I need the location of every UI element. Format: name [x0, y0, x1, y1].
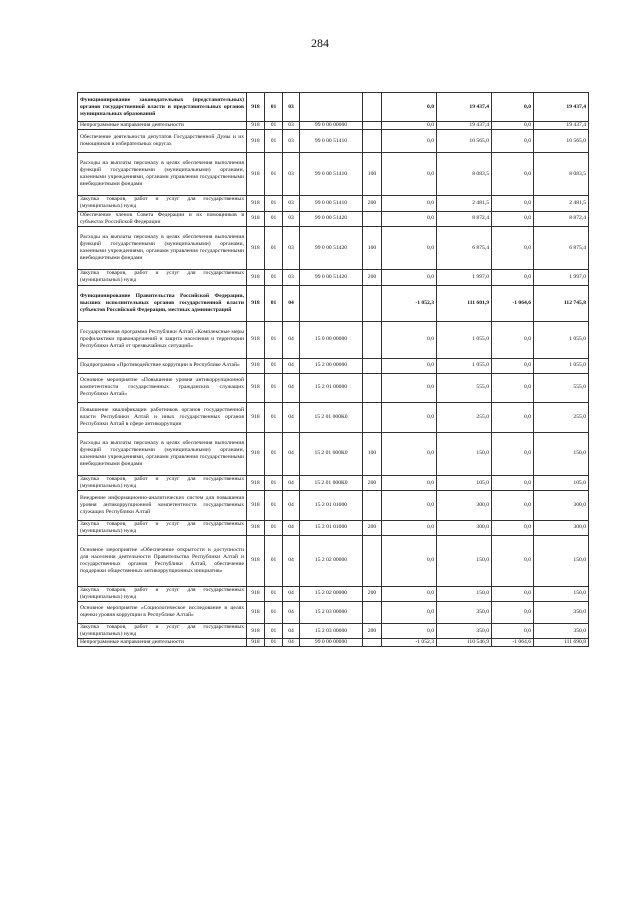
- expense-type-code: [363, 535, 382, 586]
- expense-type-code: [363, 93, 382, 122]
- amount-change-2: 0,0: [492, 152, 534, 196]
- amount-change-2: 0,0: [492, 403, 534, 432]
- row-name: Закупка товаров, работ и услуг для государственных (муниципальных) нужд: [78, 476, 247, 491]
- subsection-code: 03: [283, 270, 300, 285]
- table-row: [78, 624, 589, 639]
- subsection-code: 04: [283, 403, 300, 432]
- target-article-code: 99 0 00 00000: [300, 639, 363, 647]
- section-code: 01: [265, 270, 283, 285]
- amount-change-2: 0,0: [492, 130, 534, 152]
- table-row: [78, 520, 589, 535]
- amount-plan: 555,0: [437, 373, 492, 402]
- subsection-code: 03: [283, 152, 300, 196]
- amount-plan: 6 875,4: [437, 226, 492, 270]
- amount-change: 0,0: [382, 601, 437, 623]
- subsection-code: 04: [283, 535, 300, 586]
- amount-total: 8 083,5: [534, 152, 589, 196]
- section-code: 01: [265, 403, 283, 432]
- section-code: 01: [265, 196, 283, 211]
- row-name: Основное мероприятие «Повышение уровня антикоррупционной компетентности государственных гражданских служащих Республики Алтай»: [78, 373, 247, 402]
- target-article-code: 15 2 02 00000: [300, 535, 363, 586]
- target-article-code: 99 0 00 51410: [300, 130, 363, 152]
- amount-change: 0,0: [382, 226, 437, 270]
- table-row: [78, 491, 589, 520]
- amount-total: 111 690,8: [534, 639, 589, 647]
- amount-change-2: 0,0: [492, 520, 534, 535]
- amount-plan: 8 872,4: [437, 211, 492, 226]
- grbs-code: 918: [247, 270, 265, 285]
- expense-type-code: 100: [363, 226, 382, 270]
- subsection-code: 04: [283, 624, 300, 639]
- row-name: Закупка товаров, работ и услуг для государственных (муниципальных) нужд: [78, 196, 247, 211]
- expense-type-code: 200: [363, 520, 382, 535]
- grbs-code: 918: [247, 491, 265, 520]
- subsection-code: 04: [283, 373, 300, 402]
- amount-change: 0,0: [382, 322, 437, 359]
- row-name: Внедрение информационно-аналитических систем для повышения уровня антикоррупционной компетентности государственных служащих Республики Алтай: [78, 491, 247, 520]
- subsection-code: 04: [283, 601, 300, 623]
- amount-total: 8 872,4: [534, 211, 589, 226]
- amount-total: 350,0: [534, 601, 589, 623]
- amount-total: 1 055,0: [534, 322, 589, 359]
- row-name: Закупка товаров, работ и услуг для государственных (муниципальных) нужд: [78, 520, 247, 535]
- amount-change-2: 0,0: [492, 432, 534, 476]
- amount-plan: 150,0: [437, 586, 492, 601]
- amount-change-2: 0,0: [492, 122, 534, 130]
- subsection-code: 03: [283, 93, 300, 122]
- expense-type-code: 200: [363, 624, 382, 639]
- expense-type-code: 200: [363, 586, 382, 601]
- amount-change: 0,0: [382, 196, 437, 211]
- row-name: Государственная программа Республики Алтай «Комплексные меры профилактики правонарушений и защита населения и территории Республики Алтай от чрезвычайных ситуаций»: [78, 322, 247, 359]
- subsection-code: 03: [283, 211, 300, 226]
- amount-change: 0,0: [382, 476, 437, 491]
- amount-total: 2 481,5: [534, 196, 589, 211]
- target-article-code: 99 0 00 51420: [300, 226, 363, 270]
- section-code: 01: [265, 624, 283, 639]
- section-code: 01: [265, 152, 283, 196]
- amount-total: 150,0: [534, 432, 589, 476]
- section-code: 01: [265, 535, 283, 586]
- section-code: 01: [265, 358, 283, 373]
- amount-change-2: 0,0: [492, 373, 534, 402]
- amount-change-2: 0,0: [492, 93, 534, 122]
- row-name: Расходы на выплаты персоналу в целях обеспечения выполнения функций государственными (муниципальными) органами, казенными учреждениями, органами управления государственными внебюджетными фондами: [78, 226, 247, 270]
- amount-total: 19 437,4: [534, 122, 589, 130]
- section-code: 01: [265, 93, 283, 122]
- row-name: Обеспечение членов Совета Федерации и их помощников в субъектах Российской Федерации: [78, 211, 247, 226]
- amount-total: 1 997,0: [534, 270, 589, 285]
- expense-type-code: [363, 403, 382, 432]
- section-code: 01: [265, 432, 283, 476]
- row-name: Основное мероприятие «Социологическое исследование в целях оценки уровня коррупции в Республике Алтай»: [78, 601, 247, 623]
- amount-plan: 1 997,0: [437, 270, 492, 285]
- row-name: Непрограммные направления деятельности: [78, 122, 247, 130]
- amount-change-2: 0,0: [492, 270, 534, 285]
- expense-type-code: [363, 358, 382, 373]
- amount-change-2: -1 064,6: [492, 639, 534, 647]
- amount-total: 255,0: [534, 403, 589, 432]
- target-article-code: 99 0 00 00000: [300, 122, 363, 130]
- amount-change: 0,0: [382, 358, 437, 373]
- target-article-code: 99 0 00 51410: [300, 152, 363, 196]
- target-article-code: 15 2 03 00000: [300, 601, 363, 623]
- subsection-code: 04: [283, 491, 300, 520]
- grbs-code: 918: [247, 373, 265, 402]
- amount-change: -1 052,3: [382, 285, 437, 322]
- table-row: [78, 226, 589, 270]
- grbs-code: 918: [247, 358, 265, 373]
- amount-total: 300,0: [534, 520, 589, 535]
- row-name: Закупка товаров, работ и услуг для государственных (муниципальных) нужд: [78, 270, 247, 285]
- row-name: Расходы на выплаты персоналу в целях обеспечения выполнения функций государственными (муниципальными) органами, казенными учреждениями, органами управления государственными внебюджетными фондами: [78, 152, 247, 196]
- expense-type-code: 200: [363, 476, 382, 491]
- amount-total: 350,0: [534, 624, 589, 639]
- subsection-code: 04: [283, 358, 300, 373]
- subsection-code: 03: [283, 196, 300, 211]
- section-code: 01: [265, 122, 283, 130]
- section-code: 01: [265, 520, 283, 535]
- table-row: [78, 211, 589, 226]
- row-name: Повышение квалификации работников органов государственной власти Республики Алтай и иных государственных органов Республики Алтай в сфере антикоррупции: [78, 403, 247, 432]
- row-name: Подпрограмма «Противодействие коррупции в Республике Алтай»: [78, 358, 247, 373]
- row-name: Функционирование законодательных (представительных) органов государственной власти и представительных органов муниципальных образований: [78, 93, 247, 122]
- amount-plan: 105,0: [437, 476, 492, 491]
- amount-change: 0,0: [382, 520, 437, 535]
- expense-type-code: 200: [363, 270, 382, 285]
- amount-change-2: 0,0: [492, 226, 534, 270]
- target-article-code: 99 0 00 51420: [300, 270, 363, 285]
- amount-total: 19 437,4: [534, 93, 589, 122]
- row-name: Основное мероприятие «Обеспечение открытости и доступности для населения деятельности Правительства Республики Алтай и государственных органов Республики Алтай, обеспечение поддержки общественных антикоррупционных инициатив»: [78, 535, 247, 586]
- amount-change: 0,0: [382, 93, 437, 122]
- expense-type-code: [363, 639, 382, 647]
- amount-total: 150,0: [534, 535, 589, 586]
- expense-type-code: [363, 130, 382, 152]
- amount-change: 0,0: [382, 122, 437, 130]
- amount-plan: 350,0: [437, 624, 492, 639]
- target-article-code: [300, 93, 363, 122]
- amount-change-2: 0,0: [492, 586, 534, 601]
- section-code: 01: [265, 211, 283, 226]
- amount-plan: 1 055,0: [437, 358, 492, 373]
- amount-plan: 2 481,5: [437, 196, 492, 211]
- amount-change-2: -1 064,6: [492, 285, 534, 322]
- amount-change: 0,0: [382, 586, 437, 601]
- amount-change: 0,0: [382, 130, 437, 152]
- section-code: 01: [265, 476, 283, 491]
- amount-change-2: 0,0: [492, 211, 534, 226]
- grbs-code: 918: [247, 586, 265, 601]
- amount-change: 0,0: [382, 491, 437, 520]
- expense-type-code: [363, 601, 382, 623]
- row-name: Закупка товаров, работ и услуг для государственных (муниципальных) нужд: [78, 624, 247, 639]
- grbs-code: 918: [247, 432, 265, 476]
- target-article-code: 15 2 03 00000: [300, 624, 363, 639]
- amount-plan: 10 565,0: [437, 130, 492, 152]
- grbs-code: 918: [247, 476, 265, 491]
- expense-type-code: [363, 373, 382, 402]
- subsection-code: 04: [283, 476, 300, 491]
- table-row: [78, 285, 589, 322]
- grbs-code: 918: [247, 322, 265, 359]
- table-row: [78, 403, 589, 432]
- subsection-code: 04: [283, 586, 300, 601]
- section-code: 01: [265, 373, 283, 402]
- target-article-code: 15 2 01 01000: [300, 520, 363, 535]
- grbs-code: 918: [247, 211, 265, 226]
- grbs-code: 918: [247, 152, 265, 196]
- amount-plan: 110 546,9: [437, 639, 492, 647]
- amount-change: 0,0: [382, 152, 437, 196]
- amount-change-2: 0,0: [492, 535, 534, 586]
- table-row: [78, 586, 589, 601]
- table-row: [78, 122, 589, 130]
- target-article-code: 99 0 00 51410: [300, 196, 363, 211]
- table-row: [78, 196, 589, 211]
- row-name: Непрограммные направления деятельности: [78, 639, 247, 647]
- amount-total: 150,0: [534, 586, 589, 601]
- amount-total: 555,0: [534, 373, 589, 402]
- grbs-code: 918: [247, 601, 265, 623]
- target-article-code: 15 2 00 00000: [300, 358, 363, 373]
- table-row: [78, 358, 589, 373]
- grbs-code: 918: [247, 624, 265, 639]
- amount-total: 6 875,4: [534, 226, 589, 270]
- expense-type-code: [363, 322, 382, 359]
- amount-total: 10 565,0: [534, 130, 589, 152]
- grbs-code: 918: [247, 520, 265, 535]
- target-article-code: 15 2 01 000К0: [300, 403, 363, 432]
- table-row: [78, 535, 589, 586]
- amount-change: 0,0: [382, 373, 437, 402]
- amount-plan: 300,0: [437, 491, 492, 520]
- table-row: [78, 476, 589, 491]
- subsection-code: 04: [283, 639, 300, 647]
- subsection-code: 04: [283, 322, 300, 359]
- section-code: 01: [265, 639, 283, 647]
- row-name: Расходы на выплаты персоналу в целях обеспечения выполнения функций государственными (муниципальными) органами, казенными учреждениями, органами управления государственными внебюджетными фондами: [78, 432, 247, 476]
- table-row: [78, 270, 589, 285]
- amount-plan: 1 055,0: [437, 322, 492, 359]
- amount-plan: 19 437,4: [437, 122, 492, 130]
- grbs-code: 918: [247, 535, 265, 586]
- amount-plan: 350,0: [437, 601, 492, 623]
- subsection-code: 04: [283, 432, 300, 476]
- grbs-code: 918: [247, 639, 265, 647]
- amount-change-2: 0,0: [492, 476, 534, 491]
- target-article-code: 15 2 01 01000: [300, 491, 363, 520]
- amount-change: 0,0: [382, 211, 437, 226]
- amount-change: 0,0: [382, 403, 437, 432]
- amount-change-2: 0,0: [492, 491, 534, 520]
- amount-change: 0,0: [382, 535, 437, 586]
- section-code: 01: [265, 130, 283, 152]
- target-article-code: 15 2 01 000К0: [300, 432, 363, 476]
- table-row: [78, 93, 589, 122]
- target-article-code: [300, 285, 363, 322]
- amount-total: 1 055,0: [534, 358, 589, 373]
- amount-plan: 150,0: [437, 432, 492, 476]
- expense-type-code: [363, 491, 382, 520]
- page-number: 284: [311, 36, 329, 50]
- amount-total: 300,0: [534, 491, 589, 520]
- amount-total: 105,0: [534, 476, 589, 491]
- grbs-code: 918: [247, 285, 265, 322]
- table-row: [78, 639, 589, 647]
- grbs-code: 918: [247, 130, 265, 152]
- amount-change-2: 0,0: [492, 358, 534, 373]
- amount-plan: 111 601,9: [437, 285, 492, 322]
- target-article-code: 15 2 01 00000: [300, 373, 363, 402]
- grbs-code: 918: [247, 196, 265, 211]
- amount-plan: 300,0: [437, 520, 492, 535]
- expense-type-code: [363, 122, 382, 130]
- expense-type-code: 100: [363, 152, 382, 196]
- subsection-code: 04: [283, 520, 300, 535]
- table-row: [78, 152, 589, 196]
- grbs-code: 918: [247, 122, 265, 130]
- section-code: 01: [265, 586, 283, 601]
- amount-change: 0,0: [382, 624, 437, 639]
- subsection-code: 03: [283, 130, 300, 152]
- table-row: [78, 601, 589, 623]
- amount-change-2: 0,0: [492, 322, 534, 359]
- table-row: [78, 322, 589, 359]
- section-code: 01: [265, 491, 283, 520]
- grbs-code: 918: [247, 403, 265, 432]
- subsection-code: 03: [283, 226, 300, 270]
- table-row: [78, 130, 589, 152]
- amount-change: -1 052,3: [382, 639, 437, 647]
- table-row: [78, 432, 589, 476]
- expense-type-code: 100: [363, 432, 382, 476]
- section-code: 01: [265, 285, 283, 322]
- grbs-code: 918: [247, 93, 265, 122]
- amount-change-2: 0,0: [492, 601, 534, 623]
- amount-plan: 8 083,5: [437, 152, 492, 196]
- section-code: 01: [265, 226, 283, 270]
- row-name: Функционирование Правительства Российской Федерации, высших исполнительных органов государственной власти субъектов Российской Федерации, местных администраций: [78, 285, 247, 322]
- amount-plan: 255,0: [437, 403, 492, 432]
- amount-change-2: 0,0: [492, 196, 534, 211]
- section-code: 01: [265, 601, 283, 623]
- table-row: [78, 373, 589, 402]
- target-article-code: 99 0 00 51420: [300, 211, 363, 226]
- amount-change: 0,0: [382, 270, 437, 285]
- target-article-code: 15 2 01 000К0: [300, 476, 363, 491]
- target-article-code: 15 0 00 00000: [300, 322, 363, 359]
- target-article-code: 15 2 02 00000: [300, 586, 363, 601]
- amount-change: 0,0: [382, 432, 437, 476]
- amount-plan: 150,0: [437, 535, 492, 586]
- amount-plan: 19 437,4: [437, 93, 492, 122]
- expense-type-code: [363, 211, 382, 226]
- subsection-code: 03: [283, 122, 300, 130]
- expense-type-code: [363, 285, 382, 322]
- amount-total: 112 745,8: [534, 285, 589, 322]
- subsection-code: 04: [283, 285, 300, 322]
- section-code: 01: [265, 322, 283, 359]
- budget-table: [77, 92, 589, 647]
- row-name: Закупка товаров, работ и услуг для государственных (муниципальных) нужд: [78, 586, 247, 601]
- expense-type-code: 200: [363, 196, 382, 211]
- grbs-code: 918: [247, 226, 265, 270]
- amount-change-2: 0,0: [492, 624, 534, 639]
- row-name: Обеспечение деятельности депутатов Государственной Думы и их помощников в избирательных округах: [78, 130, 247, 152]
